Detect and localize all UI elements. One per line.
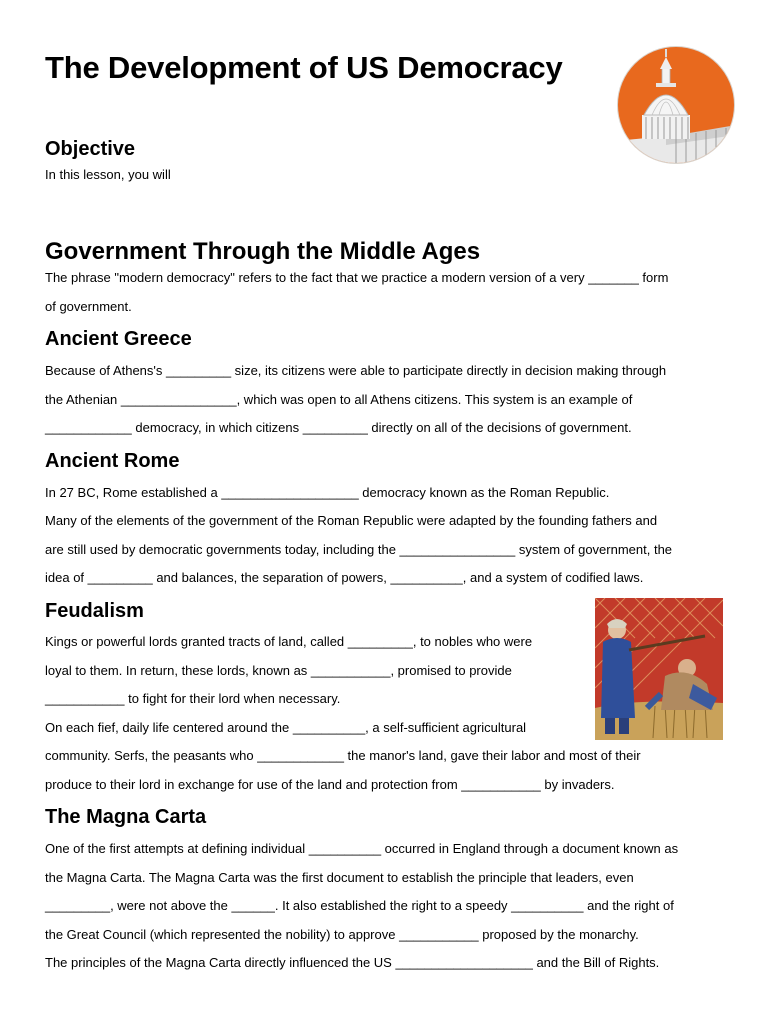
- medieval-manuscript-illustration: [595, 598, 723, 740]
- body-line: produce to their lord in exchange for use of the land and protection from ___________ by invaders.: [45, 777, 615, 792]
- magna-carta-heading: The Magna Carta: [45, 806, 207, 828]
- body-line: On each fief, daily life centered around the __________, a self-sufficient agricultural: [45, 720, 527, 735]
- body-line: idea of _________ and balances, the separation of powers, __________, and a system of codified laws.: [45, 570, 644, 585]
- rome-heading: Ancient Rome: [45, 450, 180, 472]
- body-line: the Magna Carta. The Magna Carta was the first document to establish the principle that leaders, even: [45, 870, 634, 885]
- objective-heading: Objective: [45, 138, 136, 160]
- body-line: ___________ to fight for their lord when necessary.: [45, 691, 341, 706]
- page-title: The Development of US Democracy: [45, 50, 563, 85]
- greece-heading: Ancient Greece: [45, 328, 192, 350]
- feudalism-heading: Feudalism: [45, 600, 144, 622]
- body-line: In 27 BC, Rome established a ___________________ democracy known as the Roman Republic.: [45, 485, 610, 500]
- body-line: ____________ democracy, in which citizens _________ directly on all of the decisions of government.: [45, 420, 632, 435]
- body-line: The principles of the Magna Carta directly influenced the US ___________________ and the Bill of Rights.: [45, 955, 660, 970]
- body-line: The phrase "modern democracy" refers to the fact that we practice a modern version of a very _______ form: [45, 270, 669, 285]
- body-line: community. Serfs, the peasants who ____________ the manor's land, gave their labor and most of their: [45, 748, 641, 763]
- capitol-dome-icon: [616, 45, 736, 165]
- body-line: loyal to them. In return, these lords, known as ___________, promised to provide: [45, 663, 512, 678]
- body-line: of government.: [45, 299, 132, 314]
- body-line: are still used by democratic governments today, including the ________________ system of government, the: [45, 542, 673, 557]
- body-line: One of the first attempts at defining individual __________ occurred in England through a document known as: [45, 841, 679, 856]
- middle-ages-heading: Government Through the Middle Ages: [45, 238, 481, 265]
- body-line: the Athenian ________________, which was open to all Athens citizens. This system is an example of: [45, 392, 633, 407]
- objective-text: In this lesson, you will: [45, 167, 171, 182]
- body-line: _________, were not above the ______. It also established the right to a speedy __________ and the right of: [45, 898, 674, 913]
- body-line: Because of Athens's _________ size, its citizens were able to participate directly in decision making through: [45, 363, 667, 378]
- body-line: the Great Council (which represented the nobility) to approve ___________ proposed by the monarchy.: [45, 927, 639, 942]
- body-line: Many of the elements of the government of the Roman Republic were adapted by the founding fathers and: [45, 513, 658, 528]
- body-line: Kings or powerful lords granted tracts of land, called _________, to nobles who were: [45, 634, 533, 649]
